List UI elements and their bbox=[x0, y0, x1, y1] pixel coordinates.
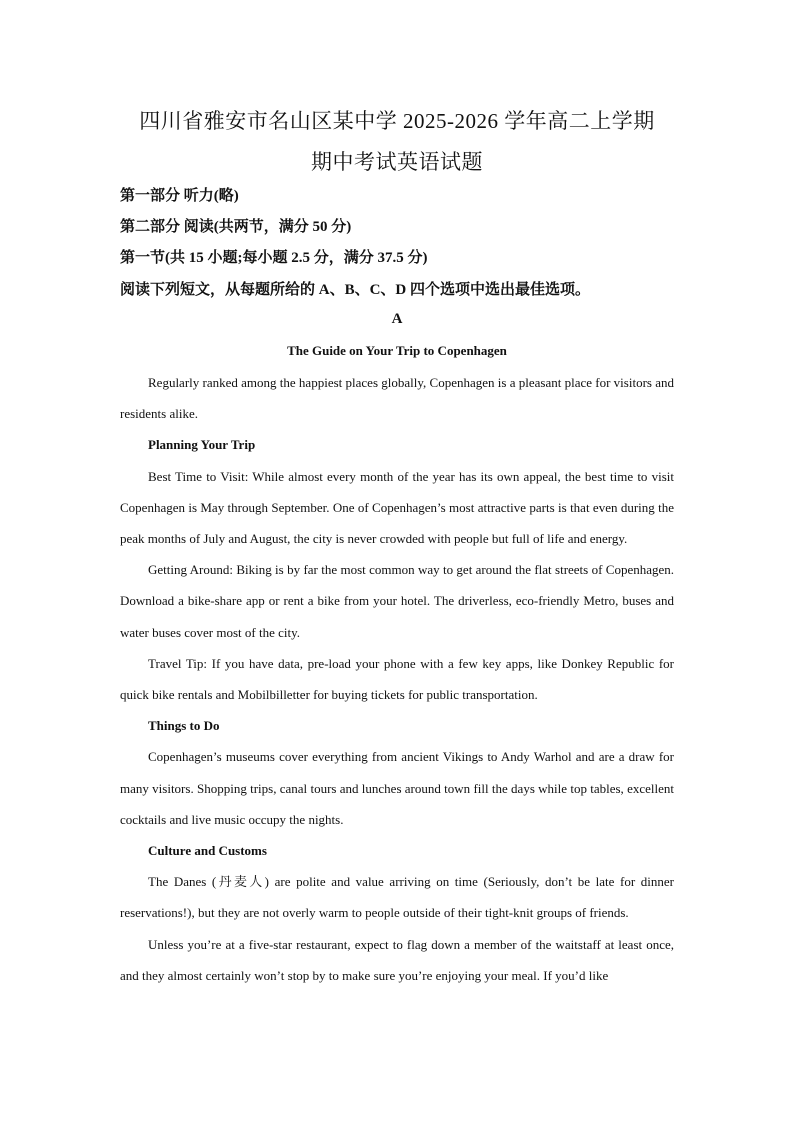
things-to-do-heading: Things to Do bbox=[148, 718, 220, 734]
passage-title: The Guide on Your Trip to Copenhagen bbox=[287, 343, 507, 358]
part-2-heading: 第二部分 阅读(共两节，满分 50 分) bbox=[120, 219, 352, 235]
culture-heading: Culture and Customs bbox=[148, 843, 267, 859]
best-time-paragraph: Best Time to Visit: While almost every month of the year has its own appeal, the best time to visit Copenhagen is May through September. One of Copenhagen’s most attractive parts is that even during the peak months of July and August, the city is never crowded with people but full of life and energy. bbox=[120, 468, 674, 547]
culture-paragraph-2: Unless you’re at a five-star restaurant, expect to flag down a member of the waitstaff at least once, and they almost certainly won’t stop by to make sure you’re enjoying your meal. If you’d like bbox=[120, 936, 674, 983]
things-to-do-paragraph: Copenhagen’s museums cover everything from ancient Vikings to Andy Warhol and are a draw for many visitors. Shopping trips, canal tours and lunches around town fill the days while top tables, excellent cocktails and live music occupy the nights. bbox=[120, 749, 674, 827]
part-1-heading: 第一部分 听力(略) bbox=[120, 188, 239, 204]
exam-title-line-1: 四川省雅安市名山区某中学 2025-2026 学年高二上学期 bbox=[139, 109, 655, 133]
exam-title-line-2: 期中考试英语试题 bbox=[311, 150, 483, 174]
passage-intro: Regularly ranked among the happiest places globally, Copenhagen is a pleasant place for visitors and residents alike. bbox=[120, 375, 674, 422]
planning-heading: Planning Your Trip bbox=[148, 437, 256, 453]
culture-paragraph-1: The Danes (丹麦人) are polite and value arriving on time (Seriously, don’t be late for dinner reservations!), but they are not overly warm to people outside of their tight-knit groups of friends. bbox=[120, 874, 674, 921]
travel-tip-paragraph: Travel Tip: If you have data, pre-load your phone with a few key apps, like Donkey Republic for quick bike rentals and Mobilbilletter for buying tickets for public transportation. bbox=[120, 655, 674, 703]
reading-instruction: 阅读下列短文，从每题所给的 A、B、C、D 四个选项中选出最佳选项。 bbox=[120, 282, 591, 298]
passage-letter: A bbox=[391, 311, 403, 327]
section-1-heading: 第一节(共 15 小题;每小题 2.5 分，满分 37.5 分) bbox=[120, 250, 428, 266]
passage-body bbox=[120, 367, 674, 991]
getting-around-paragraph: Getting Around: Biking is by far the most common way to get around the flat streets of Copenhagen. Download a bike-share app or rent a bike from your hotel. The driverless, eco-friendly Metro, buses and water buses cover most of the city. bbox=[120, 562, 674, 640]
